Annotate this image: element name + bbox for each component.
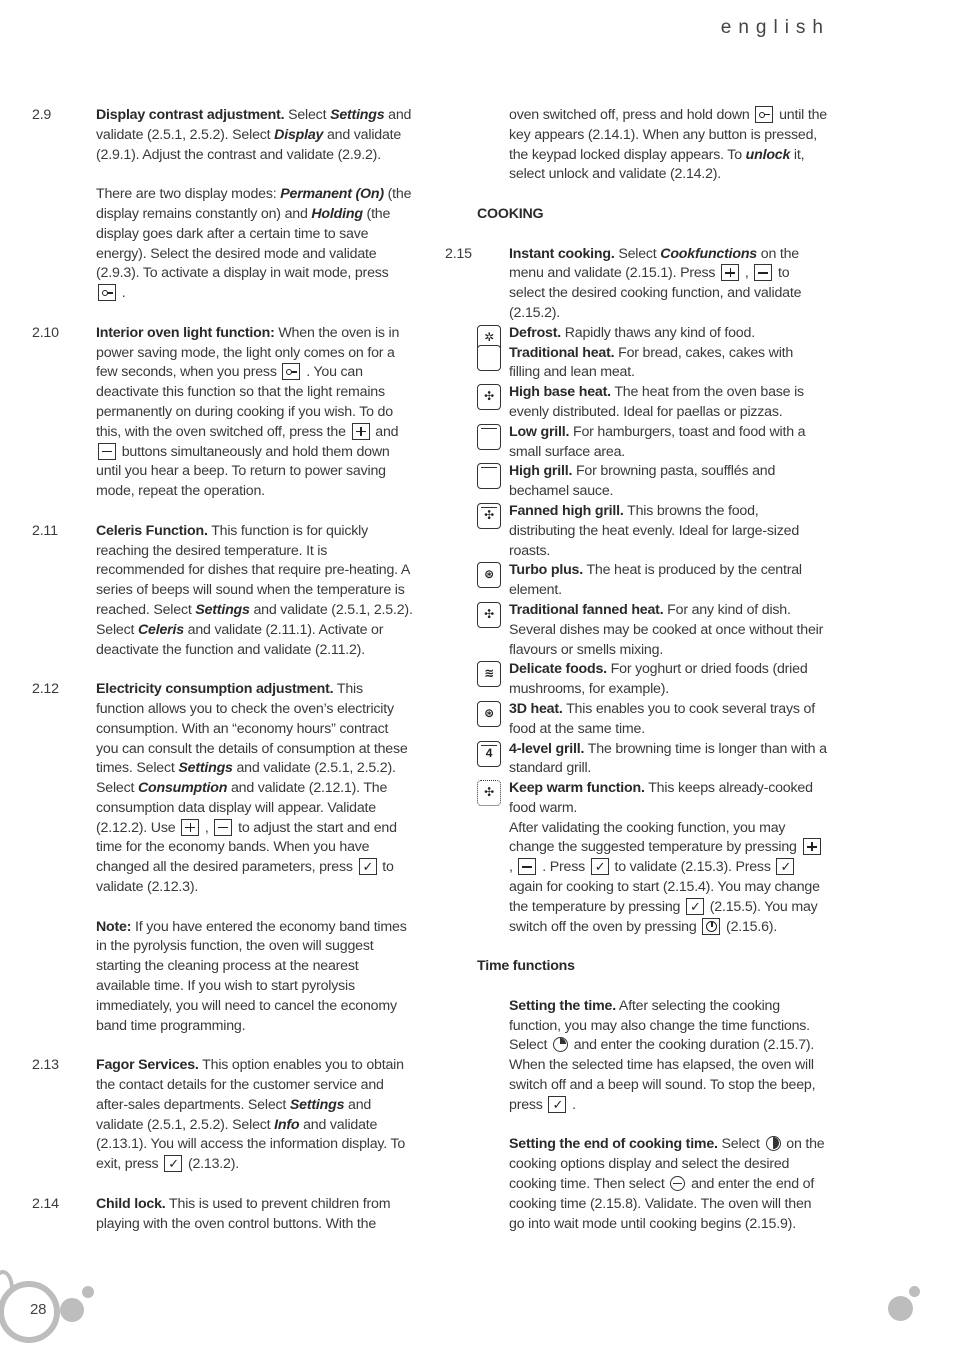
decorative-dot <box>82 1286 94 1298</box>
defrost-icon: ✲ <box>477 325 501 351</box>
start-delay-clock-icon <box>670 1176 685 1191</box>
cooking-function-item: ⊛ Turbo plus. The heat is produced by the central element. <box>477 561 827 601</box>
section-2-12: 2.12 Electricity consumption adjustment. This function allows you to check the oven’s electricity consumption. With an “economy hours” contract you can consult the details of consumption at these times. Select Settings and validate (2.5.1, 2.5.2). Select Consumption and validate (2.12.1). The consumption data display will appear. Validate (2.12.2). Use , to adjust the start and end time for the economy bands. When you have changed all the desired parameters, press ✓ to validate (2.12.3). <box>64 680 414 898</box>
delicate-foods-icon: ≋ <box>477 661 501 687</box>
cooking-function-item: High grill. For browning pasta, soufflés and bechamel sauce. <box>477 462 827 502</box>
decorative-dot <box>888 1296 913 1321</box>
cooking-function-item: 4 4-level grill. The browning time is longer than with a standard grill. <box>477 740 827 780</box>
traditional-fanned-heat-icon: ✣ <box>477 602 501 628</box>
4-level-grill-icon: 4 <box>477 741 501 767</box>
language-label: english <box>720 17 830 38</box>
cooking-function-item: ✣ Fanned high grill. This browns the food, distributing the heat evenly. Ideal for large-sized roasts. <box>477 502 827 561</box>
plus-key-icon <box>181 819 199 836</box>
section-2-15: 2.15 Instant cooking. Select Cookfunctions on the menu and validate (2.15.1). Press , to select the desired cooking function, and validate (2.15.2). <box>445 245 802 321</box>
cooking-function-item: ≋ Delicate foods. For yoghurt or dried foods (dried mushrooms, for example). <box>477 660 827 700</box>
3d-heat-icon: ⊛ <box>477 701 501 727</box>
end-time-clock-icon <box>766 1136 781 1151</box>
check-key-icon <box>164 1155 182 1172</box>
section-2-14: 2.14 Child lock. This is used to prevent children from playing with the oven control buttons. With the <box>32 1195 391 1232</box>
lock-key-icon <box>98 284 116 301</box>
cooking-function-item: ✲ Defrost. Rapidly thaws any kind of food. <box>477 324 827 344</box>
cooking-function-item: Traditional heat. For bread, cakes, cakes with filling and lean meat. <box>477 344 827 384</box>
right-column <box>445 106 827 1254</box>
fanned-high-grill-icon: ✣ <box>477 503 501 529</box>
page-number: 28 <box>30 1301 47 1318</box>
left-column <box>32 106 414 1254</box>
section-2-9: 2.9 Display contrast adjustment. Select Settings and validate (2.5.1, 2.5.2). Select Display and validate (2.9.1). Adjust the contrast and validate (2.9.2). <box>32 107 412 163</box>
power-key-icon <box>702 918 720 935</box>
turbo-plus-icon: ⊛ <box>477 562 501 588</box>
cooking-function-item: ⊛ 3D heat. This enables you to cook several trays of food at the same time. <box>477 700 827 740</box>
section-2-11: 2.11 Celeris Function. This function is for quickly reaching the desired temperature. It is recommended for dishes that require pre-heating. A series of beeps will sound when the temperature is reached. Select Settings and validate (2.5.1, 2.5.2). Select Celeris and validate (2.11.1). Activate or deactivate the function and validate (2.11.2). <box>32 522 413 658</box>
after-validation-paragraph: After validating the cooking function, you may change the suggested temperature by pressing , . Press ✓ to validate (2.15.3). Press ✓ again for cooking to start (2.15.4). You may change the temperature by pressing ✓ (2.15.5). You may switch off the oven by pressing (2.15.6). <box>477 819 827 938</box>
check-key-icon <box>686 898 704 915</box>
section-2-10: 2.10 Interior oven light function: When the oven is in power saving mode, the light only comes on for a few seconds, when you press . You can deactivate this function so that the light remains permanently on during cooking if you wish. To do this, with the oven switched off, press the and buttons simultaneously and hold them down until you hear a beep. To return to power saving mode, repeat the operation. <box>32 324 400 500</box>
high-base-heat-icon: ✣ <box>477 384 501 410</box>
cooking-function-item: ✣ Keep warm function. This keeps already-cooked food warm. <box>477 779 827 819</box>
check-key-icon <box>359 858 377 875</box>
decorative-dot <box>909 1286 920 1297</box>
section-2-14-continued: oven switched off, press and hold down until the key appears (2.14.1). When any button is pressed, the keypad locked display appears. To unlock it, select unlock and validate (2.14.2). <box>509 107 827 183</box>
section-2-9-modes: There are two display modes: Permanent (On) (the display remains constantly on) and Holding (the display goes dark after a certain time to save energy). Select the desired mode and validate (2.9.3). To activate a display in wait mode, press . <box>96 186 412 302</box>
lock-key-icon <box>755 106 773 123</box>
time-functions-heading: Time functions <box>477 958 575 975</box>
high-grill-icon <box>477 463 501 489</box>
minus-key-icon <box>754 264 772 281</box>
note-paragraph: Note: If you have entered the economy band times in the pyrolysis function, the oven will suggest starting the cleaning process at the nearest available time. If you wish to start pyrolysis immediately, you will need to cancel the economy band time programming. <box>96 918 407 1034</box>
minus-key-icon <box>214 819 232 836</box>
cooking-function-item: ✣ High base heat. The heat from the oven base is evenly distributed. Ideal for paellas or pizzas. <box>477 383 827 423</box>
check-key-icon <box>776 858 794 875</box>
plus-key-icon <box>721 264 739 281</box>
end-time-paragraph: Setting the end of cooking time. Select on the cooking options display and select the desired cooking time. Then select and enter the end of cooking time (2.15.8). Validate. The oven will then go into wait mode until cooking begins (2.15.9). <box>509 1136 825 1232</box>
minus-key-icon <box>98 443 116 460</box>
section-2-13: 2.13 Fagor Services. This option enables you to obtain the contact details for the customer service and after-sales departments. Select Settings and validate (2.5.1, 2.5.2). Select Info and validate (2.13.1). You will access the information display. To exit, press ✓ (2.13.2). <box>64 1056 414 1175</box>
plus-key-icon <box>803 838 821 855</box>
check-key-icon <box>548 1096 566 1113</box>
check-key-icon <box>591 858 609 875</box>
setting-time-paragraph: Setting the time. After selecting the cooking function, you may also change the time functions. Select and enter the cooking duration (2.15.7). When the selected time has elapsed, the oven will switch off and a beep will sound. To stop the beep, press ✓ . <box>477 997 827 1116</box>
cooking-function-list <box>477 324 827 819</box>
duration-clock-icon <box>553 1037 568 1052</box>
plus-key-icon <box>352 423 370 440</box>
decorative-dot <box>60 1298 84 1322</box>
cooking-function-item: ✣ Traditional fanned heat. For any kind of dish. Several dishes may be cooked at once without their flavours or smells mixing. <box>477 601 827 660</box>
keep-warm-icon: ✣ <box>477 780 501 806</box>
low-grill-icon <box>477 424 501 450</box>
lock-key-icon <box>282 363 300 380</box>
cooking-heading: COOKING <box>477 205 544 222</box>
traditional-heat-icon <box>477 345 501 371</box>
minus-key-icon <box>518 858 536 875</box>
cooking-function-item: Low grill. For hamburgers, toast and food with a small surface area. <box>477 423 827 463</box>
